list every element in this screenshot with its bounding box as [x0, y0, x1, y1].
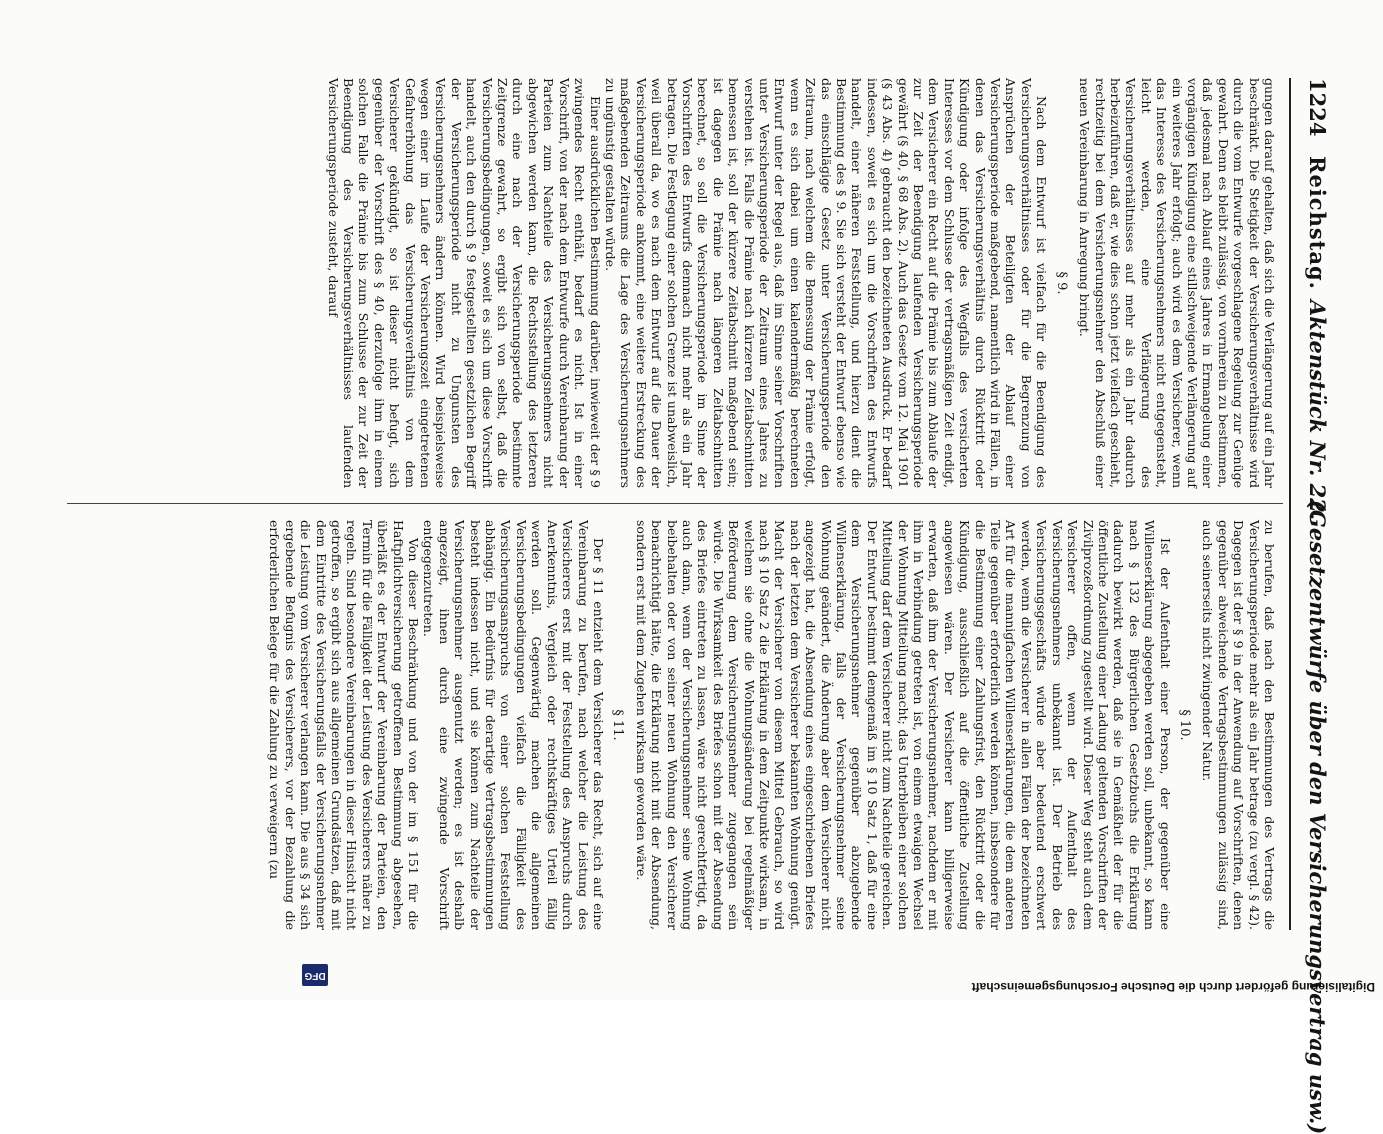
- section-heading: § 11.: [610, 709, 626, 741]
- paragraph: zu berufen, daß nach den Bestimmungen des Vertrags die Versicherungsperiode mehr als ein Jahr betrage (zu vergl. § 42). Dagegen ist der § 9 in der Anwendung auf Vorschriften, denen gegenüber abweichende Vertragsbestimmungen zulässig sind, auch seinerseits nicht zwingender Natur.: [1200, 520, 1277, 930]
- paragraph: Der § 11 entzieht dem Versicherer das Recht, sich auf eine Vereinbarung zu berufen, nach welcher die Leistung des Versicherers erst mit der Feststellung des Anspruchs durch Anerkenntnis, Vergleich oder rechtskräftiges Urteil fällig werden soll. Gegenwärtig machen die allgemeinen Versicherungsbedingungen vielfach die Fälligkeit des Versicherungsanspruchs von einer solchen Feststellung abhängig. Ein Bedürfnis für derartige Vertragsbestimmungen besteht indessen nicht, und sie können zum Nachteile der Versicherungsnehmer ausgenutzt werden; es ist deshalb angezeigt, ihnen durch eine zwingende Vorschrift entgegenzutreten.: [421, 520, 606, 930]
- section-heading: § 9.: [1053, 271, 1069, 295]
- paragraph: Von dieser Beschränkung und von der im § 151 für die Haftpflichtversicherung getroffenen Bestimmung abgesehen, überläßt es der Entwurf der Vereinbarung der Parteien, den Termin für die Fälligkeit der Leistung des Versicherers näher zu regeln. Sind besondere Vereinbarungen in dieser Hinsicht nicht getroffen, so ergibt sich aus allgemeinen Grundsätzen, daß mit dem Eintritte des Versicherungsfalls der Versicherungsnehmer die Leistung vom Versicherer verlangen kann. Die aus § 34 sich ergebende Befugnis des Versicherers, vor der Bezahlung die erforderlichen Belege für die Zahlung zu verweigern (zu: [267, 520, 422, 930]
- paragraph: Nach dem Entwurf ist vielfach für die Beendigung des Versicherungsverhältnisses oder für die Begrenzung von Ansprüchen der Beteiligten der Ablauf einer Versicherungsperiode maßgebend, namentlich wird in Fällen, in denen das Versicherungsverhältnis durch Rücktritt oder Kündigung oder infolge des Wegfalls des versicherten Interesses vor dem Schlusse der vertragsmäßigen Zeit endigt, dem Versicherer ein Recht auf die Prämie bis zum Ablaufe der zur Zeit der Beendigung laufenden Versicherungsperiode gewährt (§ 40, § 68 Abs. 2). Auch das Gesetz vom 12. Mai 1901 (§ 43 Abs. 4) gebraucht den bezeichneten Ausdruck. Er bedarf indessen, soweit es sich um die Vorschriften des Entwurfs handelt, einer näheren Feststellung, und hierzu dient die Bestimmung des § 9. Sie sich versteht der Entwurf ebenso wie das einschlägige Gesetz unter Versicherungsperiode den Zeitraum, nach welchem die Bemessung der Prämie erfolgt, wenn es sich dabei um einen kalendermäßig berechneten Entwurf unter der Regel aus, daß im Sinne seiner Vorschriften unter Versicherungsperiode der Zeitraum eines Jahres zu verstehen ist. Falls die Prämie nach kürzeren Zeitabschnitten bemessen ist, soll der kürzere Zeitabschnitt maßgebend sein; ist dagegen die Prämie nach längeren Zeitabschnitten berechnet, so soll die Versicherungsperiode im Sinne der Vorschriften des Entwurfs demnach nicht mehr als ein Jahr betragen. Die Festlegung einer solchen Grenze ist unabweislich, weil überall da, wo es nach dem Entwurf auf die Dauer der Versicherungsperiode ankommt, eine weitere Erstreckung des maßgebenden Zeitraums die Lage des Versicherungsnehmers zu ungünstig gestalten würde.: [602, 78, 1050, 488]
- column-divider: [67, 503, 1283, 504]
- page-number: 1224: [1305, 78, 1330, 137]
- digitization-footer: [0, 950, 1383, 1000]
- digitization-notice: Digitalisierung gefördert durch die Deutsche Forschungsgemeinschaft: [971, 980, 1375, 994]
- left-column: [325, 78, 1277, 488]
- dfg-logo: [302, 964, 328, 986]
- section-heading: § 10.: [1176, 709, 1192, 741]
- paragraph: gungen darauf gehalten, daß sich die Verlängerung auf ein Jahr beschränkt. Die Stetigkeit der Versicherungsverhältnisse wird durch die vom Entwurfe vorgeschlagene Regelung zur Genüge gewahrt. Denn es bleibt zulässig, von vornherein zu bestimmen, daß jedesmal nach Ablauf eines Jahres in Ermangelung einer vorgängigen Kündigung eine stillschweigende Verlängerung auf ein weiteres Jahr erfolgt; auch wird es dem Versicherer, wenn das Interesse des Versicherungsnehmers nicht entgegensteht, leicht werden, eine Verlängerung des Versicherungsverhältnisses auf mehr als ein Jahr dadurch herbeizuführen, daß er, wie dies schon jetzt vielfach geschieht, rechtzeitig bei dem Versicherungsnehmer den Abschluß einer neuen Vereinbarung in Anregung bringt.: [1077, 78, 1277, 488]
- header-rule: [1289, 78, 1291, 930]
- paragraph: Ist der Aufenthalt einer Person, der gegenüber eine Willenserklärung abgegeben werden soll, unbekannt, so kann nach § 132 des Bürgerlichen Gesetzbuchs die Erklärung dadurch bewirkt werden, daß sie in Gemäßheit der für die öffentliche Zustellung einer Ladung geltenden Vorschriften der Zivilprozeßordnung zugestellt wird. Dieser Weg steht auch dem Versicherer offen, wenn der Aufenthalt des Versicherungsnehmers unbekannt ist. Der Betrieb des Versicherungsgeschäfts würde aber bedeutend erschwert werden, wenn die Versicherer in allen Fällen der bezeichneten Art für die mannigfachen Willenserklärungen, die dem anderen Teile gegenüber erforderlich werden können, insbesondere für die Bestimmung einer Zahlungsfrist, den Rücktritt oder die Kündigung, ausschließlich auf die öffentliche Zustellung angewiesen wären. Der Versicherer kann billigerweise erwarten, daß ihm der Versicherungsnehmer, nachdem er mit ihm in Verbindung getreten ist, von einem etwaigen Wechsel der Wohnung Mitteilung macht; das Unterbleiben einer solchen Mitteilung darf dem Versicherer nicht zum Nachteile gereichen. Der Entwurf bestimmt demgemäß im § 10 Satz 1, daß für eine dem Versicherungsnehmer gegenüber abzugebende Willenserklärung, falls der Versicherungsnehmer seine Wohnung geändert, die Änderung aber dem Versicherer nicht angezeigt hat, die Absendung eines eingeschriebenen Briefes nach der letzten dem Versicherer bekannten Wohnung genügt. Macht der Versicherer von diesem Mittel Gebrauch, so wird nach § 10 Satz 2 die Erklärung in dem Zeitpunkte wirksam, in welchem sie ohne die Wohnungsänderung bei regelmäßiger Beförderung dem Versicherungsnehmer zugegangen sein würde. Die Wirksamkeit des Briefes schon mit der Absendung des Briefes eintreten zu lassen, wäre nicht gerechtfertigt, da auch dann, wenn der Versicherungsnehmer seine Wohnung beibehalten oder von seiner neuen Wohnung den Versicherer benachrichtigt hätte, die Erklärung nicht mit der Absendung, sondern erst mit dem Zugehen wirksam geworden wäre.: [633, 520, 1173, 930]
- document-number: Aktenstück Nr. 22.: [1305, 300, 1330, 521]
- right-column: [267, 520, 1277, 930]
- paragraph: Einer ausdrücklichen Bestimmung darüber, inwieweit der § 9 zwingendes Recht enthält, bedarf es nicht. Ist in einer Vorschrift, von der nach dem Entwurfe durch Vereinbarung der Parteien zum Nachteile des Versicherungsnehmers nicht abgewichen werden kann, die Rechtsstellung des letzteren durch eine nach der Versicherungsperiode bestimmte Zeitgrenze gewahrt, so ergibt sich von selbst, daß die Versicherungsbedingungen, soweit es sich um diese Vorschrift handelt, auch den durch § 9 festgestellten gesetzlichen Begriff der Versicherungsperiode nicht zu Ungunsten des Versicherungsnehmers ändern können. Wird beispielsweise wegen einer im Laufe der Versicherungszeit eingetretenen Gefahrerhöhung das Versicherungsverhältnis von dem Versicherer gekündigt, so ist dieser nicht befugt, sich gegenüber der Vorschrift des § 40, derzufolge ihm in einem solchen Falle die Prämie bis zum Schlusse der zur Zeit der Beendigung des Versicherungsverhältnisses laufenden Versicherungsperiode zusteht, darauf: [325, 78, 603, 488]
- page-header: [1295, 78, 1339, 1134]
- running-title: Reichstag.: [1305, 156, 1330, 290]
- dfg-logo-text: DFG: [304, 970, 326, 981]
- document-title: (Gesetzentwürfe über den Versicherungsvertrag usw.): [1305, 500, 1330, 1134]
